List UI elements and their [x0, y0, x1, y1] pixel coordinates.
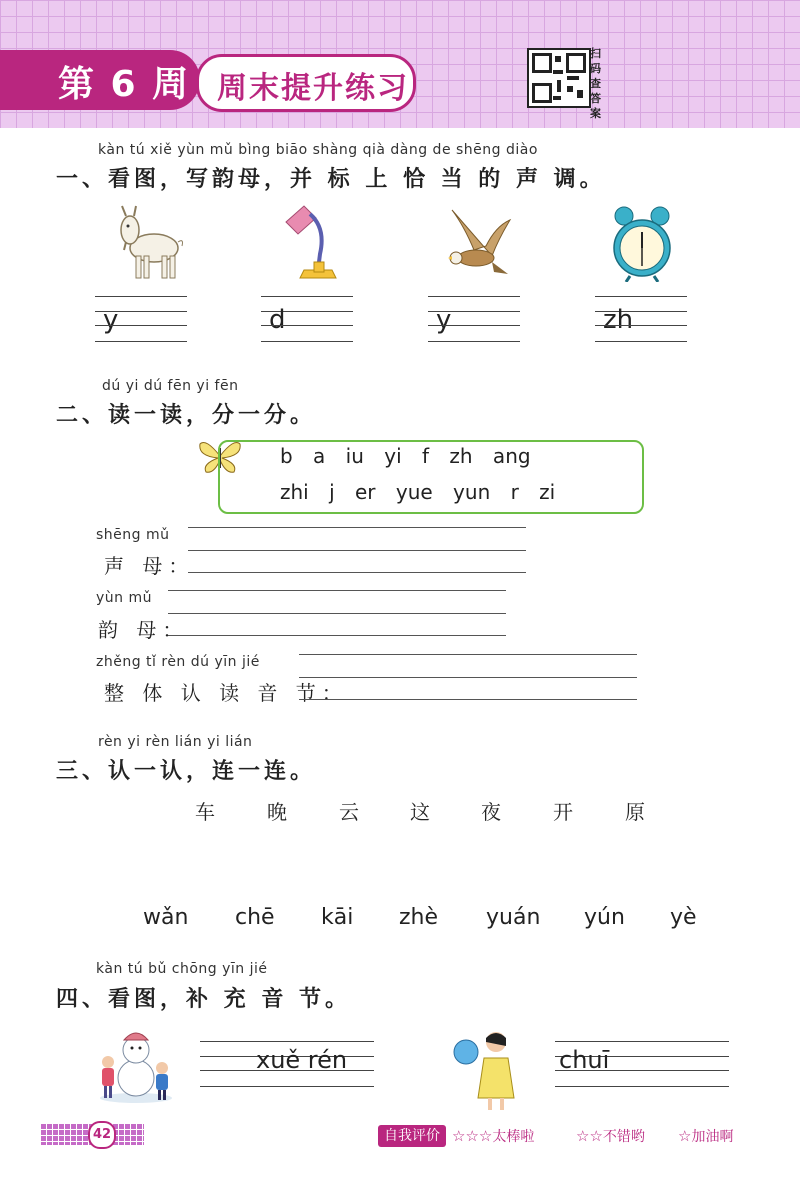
character[interactable]: 车 — [195, 800, 215, 824]
yunmu-label: 韵 母： — [98, 618, 189, 642]
character[interactable]: 开 — [553, 800, 573, 824]
shengmu-label: 声 母： — [104, 554, 195, 578]
self-eval-label: 自我评价 — [378, 1125, 446, 1147]
character[interactable]: 夜 — [481, 800, 501, 824]
page-number-bar — [40, 1123, 144, 1145]
section4-pinyin: kàn tú bǔ chōng yīn jié — [96, 961, 268, 977]
zhengti-label: 整 体 认 读 音 节： — [104, 681, 348, 705]
letters-row-2: zhi j er yue yun r zi — [280, 480, 556, 504]
goat-picture — [112, 204, 184, 282]
character[interactable]: 晚 — [267, 800, 287, 824]
answer-box-snowman[interactable] — [200, 1041, 374, 1087]
page-number: 42 — [88, 1121, 116, 1149]
pinyin-word[interactable]: zhè — [399, 905, 439, 930]
zhengti-pinyin: zhěng tǐ rèn dú yīn jié — [96, 654, 260, 670]
page-title: 周末提升练习 — [217, 71, 409, 106]
eval-keep-going-label: 加油啊 — [691, 1129, 734, 1145]
eval-great-label: 太棒啦 — [492, 1129, 535, 1145]
answer-initial: y — [103, 305, 119, 335]
eval-great[interactable] — [452, 1125, 534, 1148]
title-box — [196, 54, 416, 112]
clock-picture — [610, 204, 674, 282]
page-header — [0, 0, 800, 128]
answer-syllables: chuī — [559, 1046, 610, 1074]
eagle-picture — [444, 206, 514, 278]
answer-box-eagle[interactable] — [428, 296, 520, 342]
section3-pinyin: rèn yi rèn lián yi lián — [98, 734, 253, 750]
pinyin-word[interactable]: yún — [584, 905, 625, 930]
section2-heading: 二、读一读，分一分。 — [56, 403, 317, 428]
star-icon: ☆☆☆ — [452, 1127, 493, 1145]
answer-initial: d — [269, 305, 286, 335]
character[interactable]: 原 — [625, 800, 645, 824]
lamp-picture — [282, 204, 342, 282]
answer-box-blow[interactable] — [555, 1041, 729, 1087]
section4-heading: 四、看图，补 充 音 节。 — [56, 987, 351, 1012]
qr-code-icon[interactable] — [527, 48, 591, 108]
pinyin-word[interactable]: kāi — [321, 905, 354, 930]
section2-pinyin: dú yi dú fēn yi fēn — [102, 378, 239, 394]
snowman-picture — [96, 1024, 176, 1104]
pinyin-word[interactable]: chē — [235, 905, 275, 930]
pinyin-word[interactable]: yuán — [486, 905, 541, 930]
yunmu-answer-lines[interactable] — [168, 590, 506, 636]
qr-caption: 扫码查答案 — [590, 47, 601, 120]
answer-initial: zh — [603, 305, 634, 335]
character[interactable]: 云 — [339, 800, 359, 824]
section3-heading: 三、认一认，连一连。 — [56, 759, 317, 784]
character[interactable]: 这 — [410, 800, 430, 824]
answer-box-lamp[interactable] — [261, 296, 353, 342]
star-icon: ☆☆ — [576, 1127, 603, 1145]
section1-heading: 一、看图，写韵母，并 标 上 恰 当 的 声 调。 — [56, 167, 606, 192]
pinyin-word[interactable]: yè — [670, 905, 697, 930]
eval-good[interactable] — [576, 1125, 645, 1148]
answer-syllables: xuě rén — [256, 1046, 348, 1074]
yunmu-pinyin: yùn mǔ — [96, 590, 152, 606]
girl-blowing-balloon-picture — [452, 1028, 524, 1112]
letters-row-1: b a iu yi f zh ang — [280, 444, 531, 468]
answer-initial: y — [436, 305, 452, 335]
shengmu-pinyin: shēng mǔ — [96, 527, 170, 543]
zhengti-answer-lines[interactable] — [299, 654, 637, 700]
eval-good-label: 不错哟 — [602, 1129, 645, 1145]
answer-box-goat[interactable] — [95, 296, 187, 342]
answer-box-clock[interactable] — [595, 296, 687, 342]
week-label: 第 6 周 — [58, 64, 191, 105]
eval-keep-going[interactable] — [678, 1125, 733, 1148]
shengmu-answer-lines[interactable] — [188, 527, 526, 573]
section1-pinyin: kàn tú xiě yùn mǔ bìng biāo shàng qià dàng de shēng diào — [98, 142, 538, 158]
star-icon: ☆ — [678, 1127, 692, 1145]
pinyin-word[interactable]: wǎn — [143, 905, 189, 930]
week-tab — [0, 50, 200, 110]
